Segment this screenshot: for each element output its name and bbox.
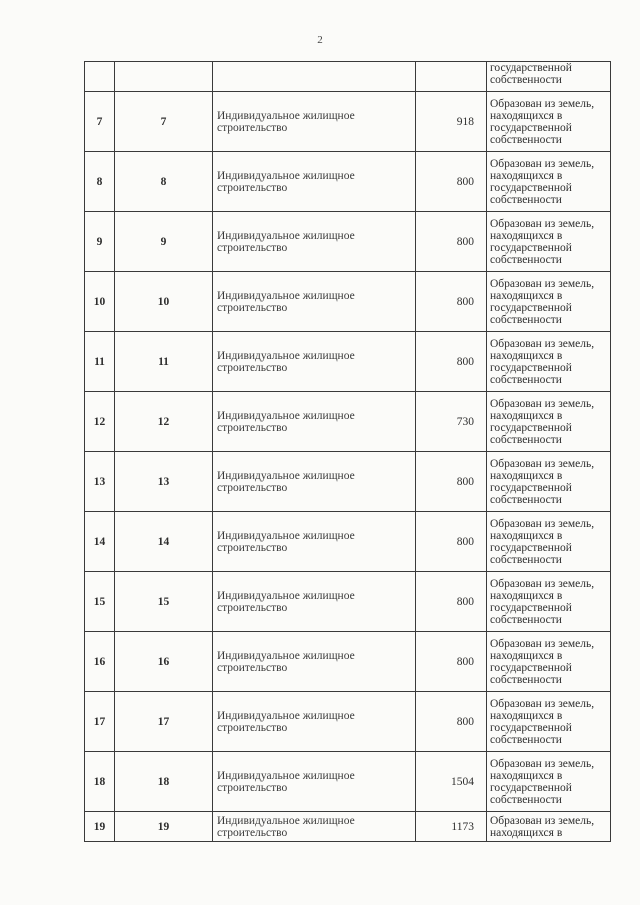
basis-line: государственной	[490, 541, 572, 554]
basis-line: государственной	[490, 421, 572, 434]
table-row	[85, 392, 611, 452]
table-row	[85, 212, 611, 272]
permitted-use-line: строительство	[217, 361, 288, 374]
basis-line: собственности	[490, 493, 562, 506]
plot-number-cell	[115, 62, 213, 92]
row-number-cell: 17	[85, 692, 115, 752]
basis-line: Образован из земель,	[490, 157, 595, 170]
permitted-use-line: Индивидуальное жилищное	[217, 769, 355, 782]
basis-line: государственной	[490, 661, 572, 674]
row-number-cell: 18	[85, 752, 115, 812]
table-row	[85, 512, 611, 572]
permitted-use-line: строительство	[217, 541, 288, 554]
row-number-cell: 16	[85, 632, 115, 692]
basis-line: государственной	[490, 601, 572, 614]
permitted-use-line: Индивидуальное жилищное	[217, 289, 355, 302]
area-cell: 800	[416, 272, 487, 332]
plot-number-cell: 18	[115, 752, 213, 812]
basis-line: собственности	[490, 433, 562, 446]
basis-line: находящихся в	[490, 469, 563, 482]
permitted-use-cell	[213, 92, 416, 152]
area-cell: 800	[416, 512, 487, 572]
permitted-use-line: Индивидуальное жилищное	[217, 589, 355, 602]
basis-cell	[487, 392, 611, 452]
plot-number-cell: 9	[115, 212, 213, 272]
permitted-use-cell	[213, 152, 416, 212]
basis-line: находящихся в	[490, 409, 563, 422]
row-number-cell: 9	[85, 212, 115, 272]
area-cell: 800	[416, 572, 487, 632]
basis-line: государственной	[490, 121, 572, 134]
basis-line: собственности	[490, 733, 562, 746]
basis-line: Образован из земель,	[490, 97, 595, 110]
plot-number-cell: 13	[115, 452, 213, 512]
basis-line: собственности	[490, 613, 562, 626]
permitted-use-line: строительство	[217, 721, 288, 734]
basis-line: государственной	[490, 361, 572, 374]
table-row	[85, 152, 611, 212]
table-row	[85, 92, 611, 152]
permitted-use-line: строительство	[217, 781, 288, 794]
basis-line: собственности	[490, 133, 562, 146]
basis-line: Образован из земель,	[490, 577, 595, 590]
basis-cell	[487, 152, 611, 212]
permitted-use-line: Индивидуальное жилищное	[217, 229, 355, 242]
table-row-continued	[85, 62, 611, 92]
basis-line: собственности	[490, 673, 562, 686]
basis-cell	[487, 92, 611, 152]
table-row	[85, 332, 611, 392]
basis-line: Образован из земель,	[490, 697, 595, 710]
basis-cell	[487, 212, 611, 272]
basis-line: государственной	[490, 781, 572, 794]
basis-line: собственности	[490, 553, 562, 566]
basis-line: собственности	[490, 74, 562, 86]
permitted-use-cell	[213, 212, 416, 272]
basis-line: находящихся в	[490, 169, 563, 182]
permitted-use-cell	[213, 512, 416, 572]
permitted-use-cell	[213, 392, 416, 452]
permitted-use-line: строительство	[217, 121, 288, 134]
permitted-use-line: Индивидуальное жилищное	[217, 709, 355, 722]
plot-number-cell: 17	[115, 692, 213, 752]
area-cell: 800	[416, 152, 487, 212]
basis-line: Образован из земель,	[490, 217, 595, 230]
row-number-cell	[85, 62, 115, 92]
area-cell: 918	[416, 92, 487, 152]
permitted-use-line: Индивидуальное жилищное	[217, 469, 355, 482]
plot-number-cell: 14	[115, 512, 213, 572]
basis-line: Образован из земель,	[490, 637, 595, 650]
plot-number-cell: 12	[115, 392, 213, 452]
row-number-cell: 7	[85, 92, 115, 152]
basis-line: государственной	[490, 181, 572, 194]
row-number-cell: 13	[85, 452, 115, 512]
basis-line: государственной	[490, 481, 572, 494]
page-number: 2	[317, 34, 323, 46]
basis-line: собственности	[490, 313, 562, 326]
table-row	[85, 812, 611, 842]
basis-line: Образован из земель,	[490, 457, 595, 470]
basis-line: Образован из земель,	[490, 517, 595, 530]
permitted-use-cell	[213, 332, 416, 392]
permitted-use-line: Индивидуальное жилищное	[217, 169, 355, 182]
basis-line: находящихся в	[490, 289, 563, 302]
area-cell: 800	[416, 692, 487, 752]
permitted-use-cell	[213, 752, 416, 812]
permitted-use-cell	[213, 572, 416, 632]
area-cell: 730	[416, 392, 487, 452]
basis-line: собственности	[490, 193, 562, 206]
permitted-use-line: строительство	[217, 481, 288, 494]
table-body	[85, 62, 611, 842]
area-cell	[416, 62, 487, 92]
row-number-cell: 8	[85, 152, 115, 212]
permitted-use-line: Индивидуальное жилищное	[217, 529, 355, 542]
permitted-use-line: строительство	[217, 301, 288, 314]
permitted-use-line: Индивидуальное жилищное	[217, 409, 355, 422]
permitted-use-line: строительство	[217, 826, 288, 839]
land-plots-table	[84, 61, 611, 842]
basis-line: собственности	[490, 793, 562, 806]
permitted-use-cell	[213, 62, 416, 92]
permitted-use-line: Индивидуальное жилищное	[217, 649, 355, 662]
basis-line: находящихся в	[490, 826, 563, 839]
row-number-cell: 14	[85, 512, 115, 572]
permitted-use-line: Индивидуальное жилищное	[217, 814, 355, 827]
basis-line: Образован из земель,	[490, 337, 595, 350]
basis-cell	[487, 512, 611, 572]
basis-line: находящихся в	[490, 589, 563, 602]
permitted-use-cell	[213, 272, 416, 332]
permitted-use-line: строительство	[217, 661, 288, 674]
basis-cell	[487, 752, 611, 812]
plot-number-cell: 16	[115, 632, 213, 692]
table-row	[85, 692, 611, 752]
basis-line: находящихся в	[490, 769, 563, 782]
basis-line: Образован из земель,	[490, 397, 595, 410]
basis-cell	[487, 62, 611, 92]
basis-line: находящихся в	[490, 349, 563, 362]
basis-line: находящихся в	[490, 649, 563, 662]
area-cell: 800	[416, 212, 487, 272]
table-row	[85, 632, 611, 692]
plot-number-cell: 19	[115, 812, 213, 842]
permitted-use-line: строительство	[217, 601, 288, 614]
area-cell: 1504	[416, 752, 487, 812]
basis-line: государственной	[490, 721, 572, 734]
table-row	[85, 752, 611, 812]
area-cell: 800	[416, 632, 487, 692]
basis-line: собственности	[490, 253, 562, 266]
basis-cell	[487, 272, 611, 332]
row-number-cell: 10	[85, 272, 115, 332]
permitted-use-line: строительство	[217, 181, 288, 194]
permitted-use-cell	[213, 692, 416, 752]
permitted-use-line: строительство	[217, 421, 288, 434]
plot-number-cell: 7	[115, 92, 213, 152]
basis-line: государственной	[490, 241, 572, 254]
permitted-use-cell	[213, 452, 416, 512]
row-number-cell: 12	[85, 392, 115, 452]
plot-number-cell: 15	[115, 572, 213, 632]
permitted-use-line: Индивидуальное жилищное	[217, 109, 355, 122]
basis-line: Образован из земель,	[490, 757, 595, 770]
basis-line: находящихся в	[490, 529, 563, 542]
plot-number-cell: 10	[115, 272, 213, 332]
row-number-cell: 15	[85, 572, 115, 632]
row-number-cell: 19	[85, 812, 115, 842]
permitted-use-cell	[213, 632, 416, 692]
basis-cell	[487, 632, 611, 692]
table-row	[85, 572, 611, 632]
basis-line: находящихся в	[490, 109, 563, 122]
area-cell: 800	[416, 452, 487, 512]
basis-line: государственной	[490, 301, 572, 314]
basis-line: собственности	[490, 373, 562, 386]
basis-line: Образован из земель,	[490, 814, 595, 827]
permitted-use-line: Индивидуальное жилищное	[217, 349, 355, 362]
basis-cell	[487, 692, 611, 752]
plot-number-cell: 11	[115, 332, 213, 392]
row-number-cell: 11	[85, 332, 115, 392]
basis-cell	[487, 812, 611, 842]
basis-line: находящихся в	[490, 229, 563, 242]
basis-line: находящихся в	[490, 709, 563, 722]
area-cell: 800	[416, 332, 487, 392]
plot-number-cell: 8	[115, 152, 213, 212]
basis-cell	[487, 332, 611, 392]
basis-line: государственной	[490, 62, 572, 74]
area-cell: 1173	[416, 812, 487, 842]
basis-line: Образован из земель,	[490, 277, 595, 290]
basis-cell	[487, 452, 611, 512]
table-row	[85, 452, 611, 512]
permitted-use-cell	[213, 812, 416, 842]
table-row	[85, 272, 611, 332]
permitted-use-line: строительство	[217, 241, 288, 254]
basis-cell	[487, 572, 611, 632]
